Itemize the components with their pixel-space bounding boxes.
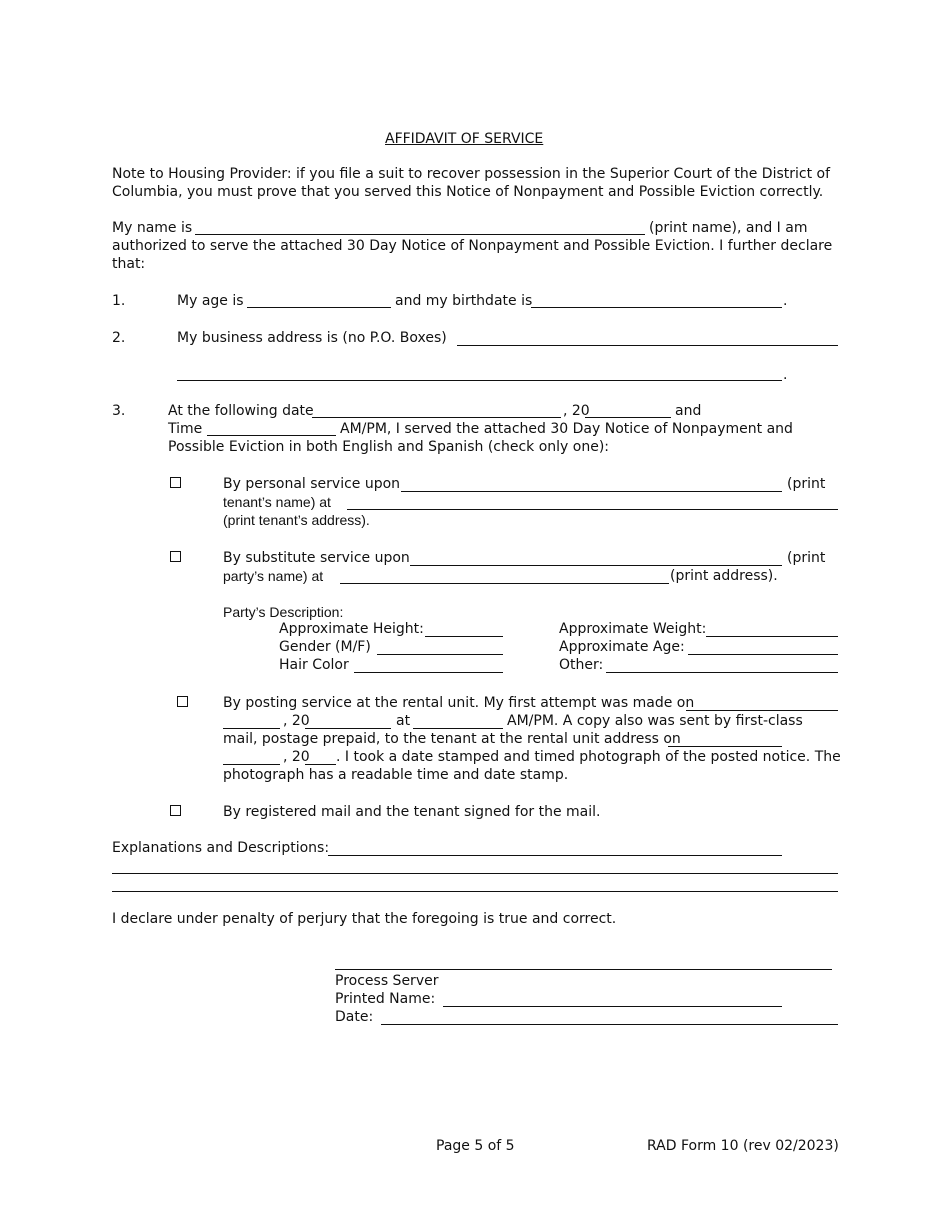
- hair-color-field[interactable]: [354, 672, 503, 673]
- registered-mail-checkbox[interactable]: [170, 805, 181, 816]
- time-field[interactable]: [207, 435, 336, 436]
- substitute-line-2-end: (print address).: [670, 568, 778, 584]
- age-estimate-label: Approximate Age:: [559, 639, 685, 655]
- name-field[interactable]: [195, 234, 645, 235]
- printed-name-label: Printed Name:: [335, 991, 436, 1007]
- mail-year-prefix: , 20: [283, 749, 310, 765]
- mail-date-field-2[interactable]: [223, 764, 280, 765]
- time-rest: AM/PM, I served the attached 30 Day Notice of Nonpayment and: [340, 421, 793, 437]
- posting-attempt-date-field-2[interactable]: [223, 728, 280, 729]
- posting-service-checkbox[interactable]: [177, 696, 188, 707]
- age-field[interactable]: [247, 307, 391, 308]
- business-address-label: My business address is (no P.O. Boxes): [177, 330, 447, 346]
- substitute-party-name-field[interactable]: [410, 565, 782, 566]
- substitute-service-checkbox[interactable]: [170, 551, 181, 562]
- height-field[interactable]: [425, 636, 503, 637]
- personal-service-checkbox[interactable]: [170, 477, 181, 488]
- other-field[interactable]: [606, 672, 838, 673]
- birthdate-field[interactable]: [531, 307, 782, 308]
- date-label: Date:: [335, 1009, 374, 1025]
- item-1-number: 1.: [112, 293, 126, 309]
- name-label: My name is: [112, 220, 193, 236]
- posting-attempt-date-field[interactable]: [686, 710, 838, 711]
- personal-line-3: (print tenant’s address).: [223, 512, 370, 528]
- service-date-label: At the following date: [168, 403, 314, 419]
- birthdate-label: and my birthdate is: [395, 293, 533, 309]
- posting-year-field[interactable]: [305, 728, 391, 729]
- personal-line-2: tenant’s name) at: [223, 494, 331, 510]
- posting-ampm-text: AM/PM. A copy also was sent by first-class: [507, 713, 803, 729]
- business-address-field-2[interactable]: [177, 380, 782, 381]
- substitute-address-field[interactable]: [340, 583, 669, 584]
- posting-line-1: By posting service at the rental unit. My first attempt was made on: [223, 695, 695, 711]
- item-1-period: .: [783, 293, 788, 309]
- posting-year-prefix: , 20: [283, 713, 310, 729]
- mail-date-field[interactable]: [668, 746, 782, 747]
- personal-print-text: (print: [787, 476, 826, 492]
- personal-service-label: By personal service upon: [223, 476, 401, 492]
- service-year-field[interactable]: [585, 417, 671, 418]
- weight-field[interactable]: [706, 636, 838, 637]
- height-label: Approximate Height:: [279, 621, 424, 637]
- mail-year-field[interactable]: [305, 764, 336, 765]
- explanations-label: Explanations and Descriptions:: [112, 840, 330, 856]
- page-title: AFFIDAVIT OF SERVICE: [385, 131, 544, 147]
- gender-field[interactable]: [377, 654, 503, 655]
- item-3-number: 3.: [112, 403, 126, 419]
- age-label: My age is: [177, 293, 244, 309]
- explanations-field-3[interactable]: [112, 891, 838, 892]
- posting-at-text: at: [396, 713, 411, 729]
- substitute-service-label: By substitute service upon: [223, 550, 410, 566]
- registered-mail-label: By registered mail and the tenant signed for the mail.: [223, 804, 601, 820]
- gender-label: Gender (M/F): [279, 639, 371, 655]
- posting-line-3: mail, postage prepaid, to the tenant at the rental unit address on: [223, 731, 681, 747]
- other-label: Other:: [559, 657, 604, 673]
- hair-color-label: Hair Color: [279, 657, 349, 673]
- note-line-2: Columbia, you must prove that you served this Notice of Nonpayment and Possible Eviction correctly.: [112, 184, 824, 200]
- name-suffix: (print name), and I am: [649, 220, 808, 236]
- item-2-number: 2.: [112, 330, 126, 346]
- posting-time-field[interactable]: [413, 728, 503, 729]
- personal-tenant-name-field[interactable]: [401, 491, 782, 492]
- date-field[interactable]: [381, 1024, 838, 1025]
- substitute-print-text: (print: [787, 550, 826, 566]
- weight-label: Approximate Weight:: [559, 621, 707, 637]
- party-description-label: Party’s Description:: [223, 604, 344, 620]
- declaration-text: I declare under penalty of perjury that the foregoing is true and correct.: [112, 911, 617, 927]
- intro-line-2: authorized to serve the attached 30 Day Notice of Nonpayment and Possible Eviction. I further declare: [112, 238, 833, 254]
- page-number: Page 5 of 5: [436, 1138, 515, 1154]
- posting-line-5: photograph has a readable time and date stamp.: [223, 767, 569, 783]
- signature-field[interactable]: [335, 969, 832, 970]
- printed-name-field[interactable]: [443, 1006, 782, 1007]
- intro-line-3: that:: [112, 256, 146, 272]
- age-estimate-field[interactable]: [688, 654, 838, 655]
- service-year-prefix: , 20: [563, 403, 590, 419]
- business-address-field-1[interactable]: [457, 345, 838, 346]
- service-date-field[interactable]: [312, 417, 561, 418]
- note-line-1: Note to Housing Provider: if you file a suit to recover possession in the Superior Court of the District of: [112, 166, 831, 182]
- personal-address-field[interactable]: [347, 509, 838, 510]
- and-text: and: [675, 403, 702, 419]
- explanations-field-1[interactable]: [328, 855, 782, 856]
- posting-line-4: . I took a date stamped and timed photograph of the posted notice. The: [336, 749, 841, 765]
- process-server-label: Process Server: [335, 973, 439, 989]
- form-id: RAD Form 10 (rev 02/2023): [647, 1138, 839, 1154]
- explanations-field-2[interactable]: [112, 873, 838, 874]
- time-label: Time: [168, 421, 203, 437]
- substitute-line-2: party’s name) at: [223, 568, 324, 584]
- item-2-period: .: [783, 367, 788, 383]
- item-3-line-3: Possible Eviction in both English and Spanish (check only one):: [168, 439, 610, 455]
